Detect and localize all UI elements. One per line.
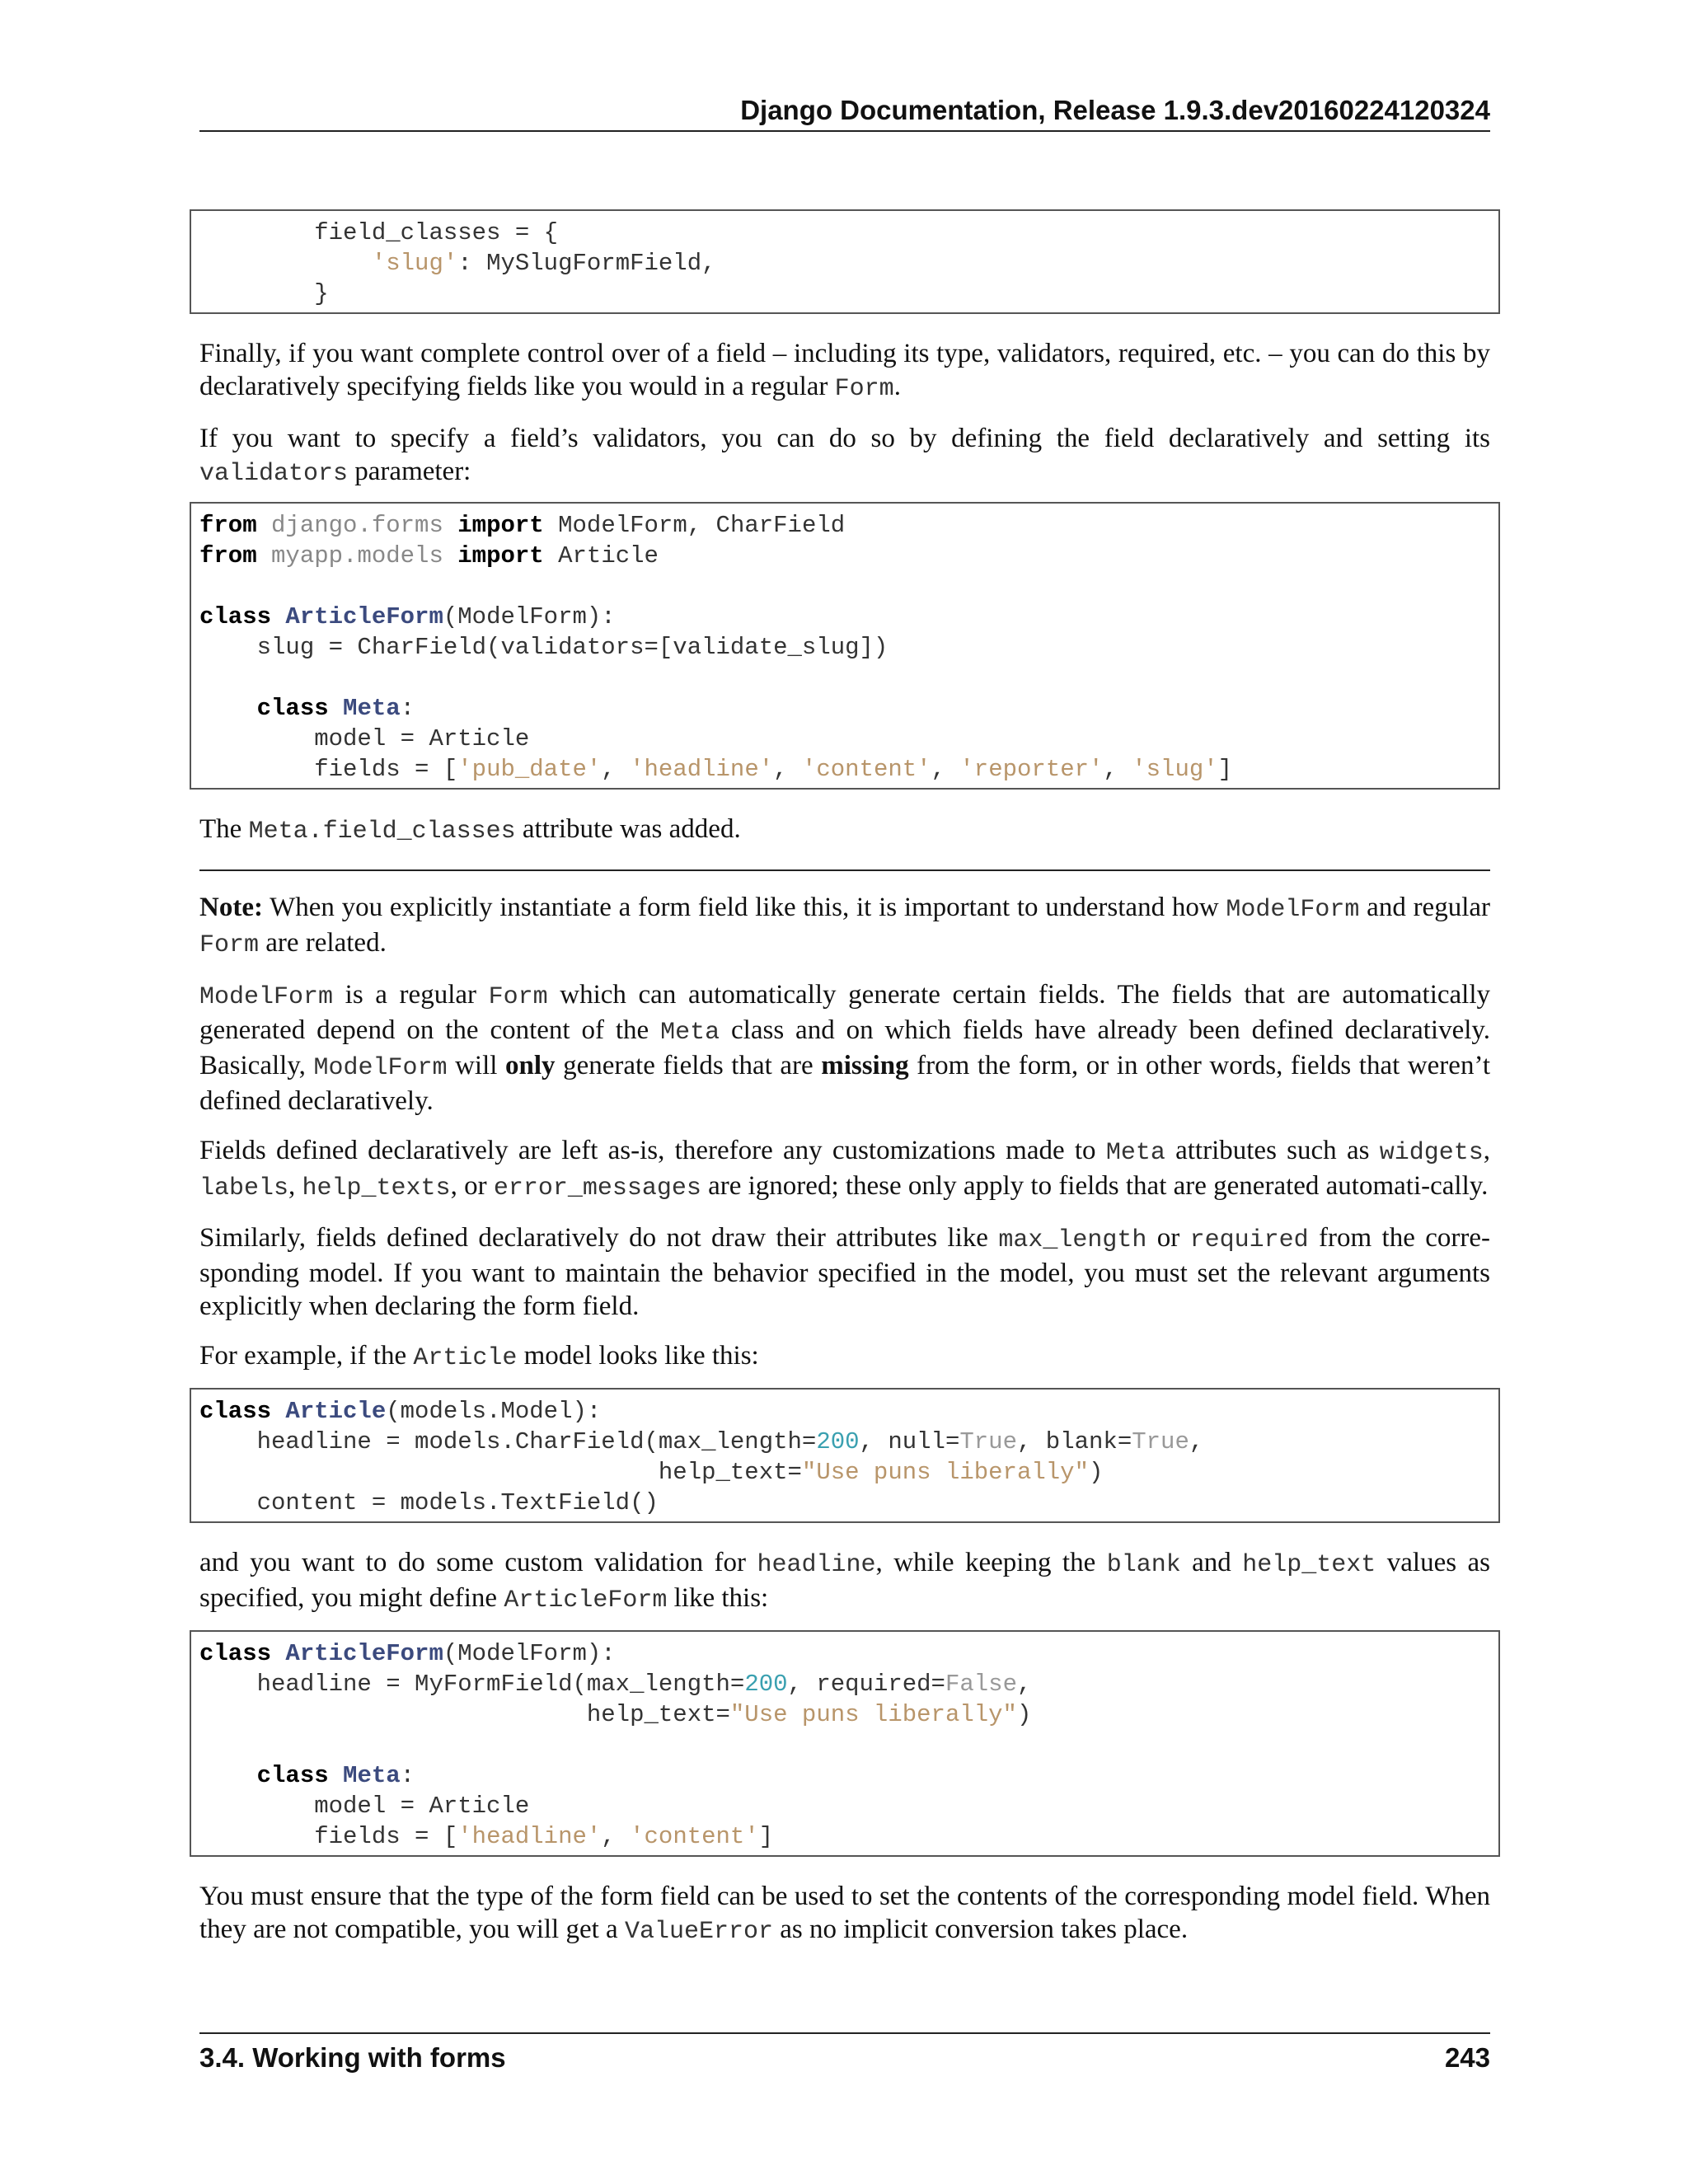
code-line: [199, 1821, 1490, 1852]
code-number: 200: [744, 1671, 788, 1698]
code-line: [199, 1396, 1490, 1427]
code-line-blank: [199, 1730, 1490, 1760]
text: ,: [1483, 1136, 1490, 1165]
note-label: Note:: [199, 893, 263, 922]
text: , while keeping the: [875, 1548, 1107, 1577]
code-class-name: Meta: [343, 695, 401, 722]
text: from the corre-sponding model. If you want to maintain the behavior specified in the model, you must set the relevant arguments explicitly when declaring the form field.: [199, 1223, 1490, 1321]
code-line: [199, 602, 1490, 632]
paragraph-declarative-as-is: [199, 1134, 1490, 1205]
text: and you want to do some custom validation for: [199, 1548, 757, 1577]
inline-code: headline: [757, 1551, 876, 1579]
text: The: [199, 814, 249, 844]
code-keyword: import: [457, 512, 544, 539]
inline-code: Meta: [660, 1019, 720, 1047]
code-constant: True: [959, 1428, 1017, 1455]
code-line: [199, 1699, 1490, 1730]
paragraph-similarly: [199, 1221, 1490, 1323]
code-line: [199, 724, 1490, 754]
bold-text: only: [505, 1051, 556, 1080]
code-module: django.forms: [271, 512, 443, 539]
code-keyword: class: [199, 1398, 272, 1425]
code-string: 'slug': [371, 250, 458, 277]
text: and regular: [1359, 893, 1491, 922]
code-line: [199, 1638, 1490, 1669]
paragraph-value-error: [199, 1880, 1490, 1948]
code-line: [199, 1427, 1490, 1457]
code-text: headline = models.CharField(max_length=: [199, 1428, 817, 1455]
text: are related.: [259, 928, 387, 958]
inline-code: Meta: [1105, 1139, 1165, 1167]
text: are ignored; these only apply to fields that are generated automati-cally.: [701, 1171, 1489, 1201]
code-string: 'content': [801, 756, 931, 783]
code-text: model = Article: [199, 725, 530, 752]
text: is a regular: [333, 980, 489, 1010]
code-text: field_classes = {: [199, 219, 559, 246]
code-keyword: from: [199, 512, 257, 539]
text: .: [893, 372, 901, 401]
code-line-blank: [199, 571, 1490, 602]
running-header: [199, 91, 1490, 132]
code-keyword: class: [256, 695, 329, 722]
code-keyword: class: [199, 1640, 272, 1667]
code-text: ,: [1189, 1428, 1204, 1455]
code-line-blank: [199, 663, 1490, 693]
code-keyword: import: [457, 542, 544, 569]
text: or: [1146, 1223, 1190, 1253]
code-indent: [199, 250, 372, 277]
text: ,: [288, 1171, 302, 1201]
code-string: 'headline': [630, 756, 774, 783]
inline-code: help_texts: [302, 1174, 451, 1202]
code-line: class Meta:: [256, 695, 415, 722]
code-text: (ModelForm):: [443, 1640, 616, 1667]
text: and: [1180, 1548, 1243, 1577]
code-line: [199, 1791, 1490, 1821]
paragraph-modelform-explained: [199, 978, 1490, 1118]
code-line: [199, 541, 1490, 571]
text: parameter:: [348, 457, 471, 486]
code-block-articleform-custom: [190, 1630, 1500, 1857]
text: Similarly, fields defined declaratively do not draw their attributes like: [199, 1223, 999, 1253]
code-block-article-model: [190, 1388, 1500, 1523]
code-line: [199, 1457, 1490, 1488]
code-block-articleform-validators: [190, 502, 1500, 790]
code-string: 'reporter': [959, 756, 1104, 783]
code-string: 'headline': [457, 1823, 602, 1850]
document-page: [199, 0, 1490, 2184]
inline-code: Form: [488, 983, 548, 1011]
note-paragraph: [199, 891, 1490, 962]
code-line: [199, 510, 1490, 541]
header-title: Django Documentation, Release 1.9.3.dev20160224120324: [740, 95, 1490, 125]
text: class and on which fields have already been defined declaratively. Basically,: [199, 1015, 1490, 1080]
inline-code: ArticleForm: [504, 1586, 668, 1615]
inline-code: ModelForm: [199, 983, 334, 1011]
code-string: 'slug': [1132, 756, 1218, 783]
text: , or: [450, 1171, 494, 1201]
bold-text: missing: [821, 1051, 909, 1080]
code-text: ]: [758, 1823, 774, 1850]
inline-code: Article: [413, 1344, 518, 1372]
code-text: ,: [773, 756, 802, 783]
text: If you want to specify a field’s validators, you can do so by defining the field declaratively and setting its: [199, 424, 1490, 453]
text: attribute was added.: [515, 814, 741, 844]
code-text: fields = [: [199, 1823, 458, 1850]
code-text: ,: [931, 756, 960, 783]
inline-code: Form: [834, 375, 894, 403]
code-line: [199, 1669, 1490, 1699]
text: which can automatically generate certain fields. The fields that are automatically generated depend on the content of the: [199, 980, 1490, 1045]
inline-code: labels: [199, 1174, 289, 1202]
text: model looks like this:: [517, 1341, 759, 1371]
inline-code: ModelForm: [313, 1054, 448, 1082]
code-text: ): [1016, 1701, 1032, 1728]
text: values as specified, you might define: [199, 1548, 1490, 1613]
inline-code: help_text: [1242, 1551, 1376, 1579]
inline-code: ModelForm: [1226, 896, 1360, 924]
code-keyword: from: [199, 542, 257, 569]
code-text: ,: [601, 1823, 631, 1850]
code-text: ModelForm, CharField: [543, 512, 846, 539]
code-module: myapp.models: [271, 542, 443, 569]
text: Finally, if you want complete control over of a field – including its type, validators, required, etc. – you can do this by declaratively specifying fields like you would in a regular: [199, 339, 1490, 401]
code-text: help_text=: [199, 1459, 802, 1486]
inline-code: Meta.field_classes: [248, 818, 516, 846]
text: will: [447, 1051, 505, 1080]
code-text: ): [1088, 1459, 1104, 1486]
code-line: [199, 754, 1490, 785]
code-keyword: class: [199, 603, 272, 630]
code-string: "Use puns liberally": [801, 1459, 1089, 1486]
running-footer: [199, 2032, 1490, 2077]
text: generate fields that are: [555, 1051, 822, 1080]
code-text: help_text=: [199, 1701, 730, 1728]
code-line: [199, 279, 1490, 309]
text: from the form, or in other words, fields that weren’t defined declaratively.: [199, 1051, 1491, 1116]
code-class-name: Article: [285, 1398, 387, 1425]
code-string: 'pub_date': [457, 756, 602, 783]
code-constant: True: [1132, 1428, 1189, 1455]
inline-code: required: [1189, 1226, 1309, 1254]
text: as no implicit conversion takes place.: [772, 1915, 1189, 1944]
code-text: slug = CharField(validators=[validate_slug]): [199, 634, 889, 661]
code-text: headline = MyFormField(max_length=: [199, 1671, 745, 1698]
code-line: [199, 1488, 1490, 1518]
text: You must ensure that the type of the form field can be used to set the contents of the corresponding model field. When they are not compatible, you will get a: [199, 1882, 1490, 1944]
code-text: (ModelForm):: [443, 603, 616, 630]
code-class-name: ArticleForm: [285, 603, 443, 630]
inline-code: Form: [199, 931, 260, 959]
code-constant: False: [945, 1671, 1017, 1698]
text: like this:: [667, 1583, 769, 1613]
paragraph-custom-validation: [199, 1546, 1490, 1617]
code-text: }: [199, 280, 329, 307]
code-number: 200: [816, 1428, 860, 1455]
code-text: Article: [543, 542, 659, 569]
code-text: content = models.TextField(): [199, 1489, 659, 1516]
code-block-field-classes: [190, 209, 1500, 314]
code-text: , null=: [859, 1428, 960, 1455]
code-keyword: class: [256, 1762, 329, 1789]
text: When you explicitly instantiate a form field like this, it is important to understand how: [262, 893, 1226, 922]
code-string: 'content': [630, 1823, 759, 1850]
code-class-name: ArticleForm: [285, 1640, 443, 1667]
code-text: , blank=: [1017, 1428, 1132, 1455]
code-text: model = Article: [199, 1793, 530, 1820]
page-number: 243: [1444, 2042, 1490, 2073]
code-string: "Use puns liberally": [729, 1701, 1017, 1728]
inline-code: max_length: [998, 1226, 1147, 1254]
text: attributes such as: [1165, 1136, 1380, 1165]
code-line: class Meta:: [256, 1762, 415, 1789]
code-line: [199, 218, 1490, 248]
note-divider: [199, 869, 1490, 871]
code-text: ,: [1016, 1671, 1032, 1698]
code-text: (models.Model):: [386, 1398, 602, 1425]
inline-code: ValueError: [624, 1918, 773, 1946]
paragraph-field-classes-added: [199, 813, 1490, 848]
inline-code: blank: [1106, 1551, 1181, 1579]
paragraph-for-example: [199, 1339, 1490, 1375]
inline-code: validators: [199, 460, 349, 488]
inline-code: widgets: [1379, 1139, 1484, 1167]
paragraph-validators: [199, 422, 1490, 490]
code-text: fields = [: [199, 756, 458, 783]
page-content: [199, 209, 1490, 1948]
code-text: ]: [1217, 756, 1233, 783]
code-line: [199, 248, 1490, 279]
code-class-name: Meta: [343, 1762, 401, 1789]
footer-section: 3.4. Working with forms: [199, 2042, 506, 2073]
text: For example, if the: [199, 1341, 414, 1371]
code-text: : MySlugFormField,: [457, 250, 716, 277]
code-text: ,: [601, 756, 631, 783]
paragraph-complete-control: [199, 337, 1490, 405]
inline-code: error_messages: [493, 1174, 701, 1202]
code-line: [199, 632, 1490, 663]
code-text: ,: [1103, 756, 1132, 783]
code-text: , required=: [787, 1671, 945, 1698]
text: Fields defined declaratively are left as-is, therefore any customizations made to: [199, 1136, 1106, 1165]
